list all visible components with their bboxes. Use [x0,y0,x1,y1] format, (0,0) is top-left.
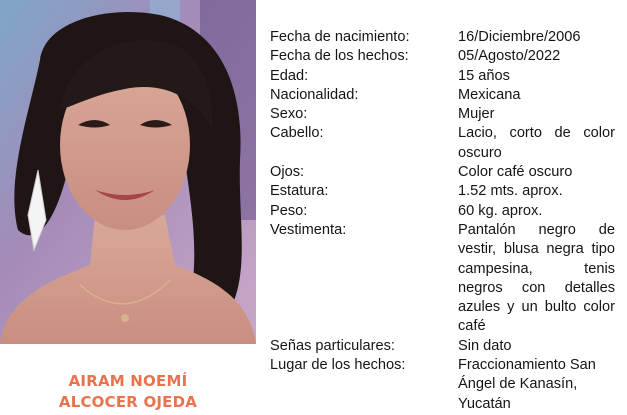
detail-clothing [270,221,615,337]
details-list [270,28,615,414]
detail-value: Mujer [458,106,495,123]
name-line-2: ALCOCER OJEDA [58,393,198,411]
detail-hair [270,124,615,163]
detail-label: Edad: [270,67,309,84]
detail-value: Color café oscuro [458,164,573,181]
detail-label: Ojos: [270,164,305,181]
person-name [0,371,256,413]
detail-value: 15 años [458,67,510,84]
detail-value: Pantalón negro de vestir, blusa negra tipo campesina, tenis negros con detalles azules y un bulto color café [458,221,615,335]
detail-distinguishing-marks [270,337,615,356]
detail-weight [270,202,615,221]
detail-eyes [270,163,615,182]
detail-value: 1.52 mts. aprox. [458,183,563,200]
detail-value: 05/Agosto/2022 [458,48,561,65]
detail-birth-date [270,28,615,47]
detail-label: Nacionalidad: [270,86,359,103]
detail-sex [270,105,615,124]
detail-label: Lugar de los hechos: [270,357,406,374]
detail-label: Sexo: [270,106,308,123]
detail-event-location [270,356,615,414]
detail-value: 16/Diciembre/2006 [458,29,581,45]
detail-age [270,67,615,86]
detail-label: Fecha de nacimiento: [270,29,410,45]
detail-nationality [270,86,615,105]
portrait-illustration [0,0,256,344]
detail-value: Fraccionamiento San Ángel de Kanasín, Yucatán [458,357,596,412]
detail-event-date [270,47,615,66]
detail-value: 60 kg. aprox. [458,202,543,219]
detail-value: Mexicana [458,86,521,103]
detail-label: Estatura: [270,183,329,200]
detail-value: Sin dato [458,337,512,354]
missing-person-photo [0,0,256,344]
detail-label: Fecha de los hechos: [270,48,409,65]
detail-label: Cabello: [270,125,324,142]
detail-value: Lacio, corto de color oscuro [458,125,615,161]
detail-label: Peso: [270,202,308,219]
detail-label: Señas particulares: [270,337,395,354]
name-line-1: AIRAM NOEMÍ [68,372,188,390]
detail-label: Vestimenta: [270,221,347,238]
detail-height [270,182,615,201]
